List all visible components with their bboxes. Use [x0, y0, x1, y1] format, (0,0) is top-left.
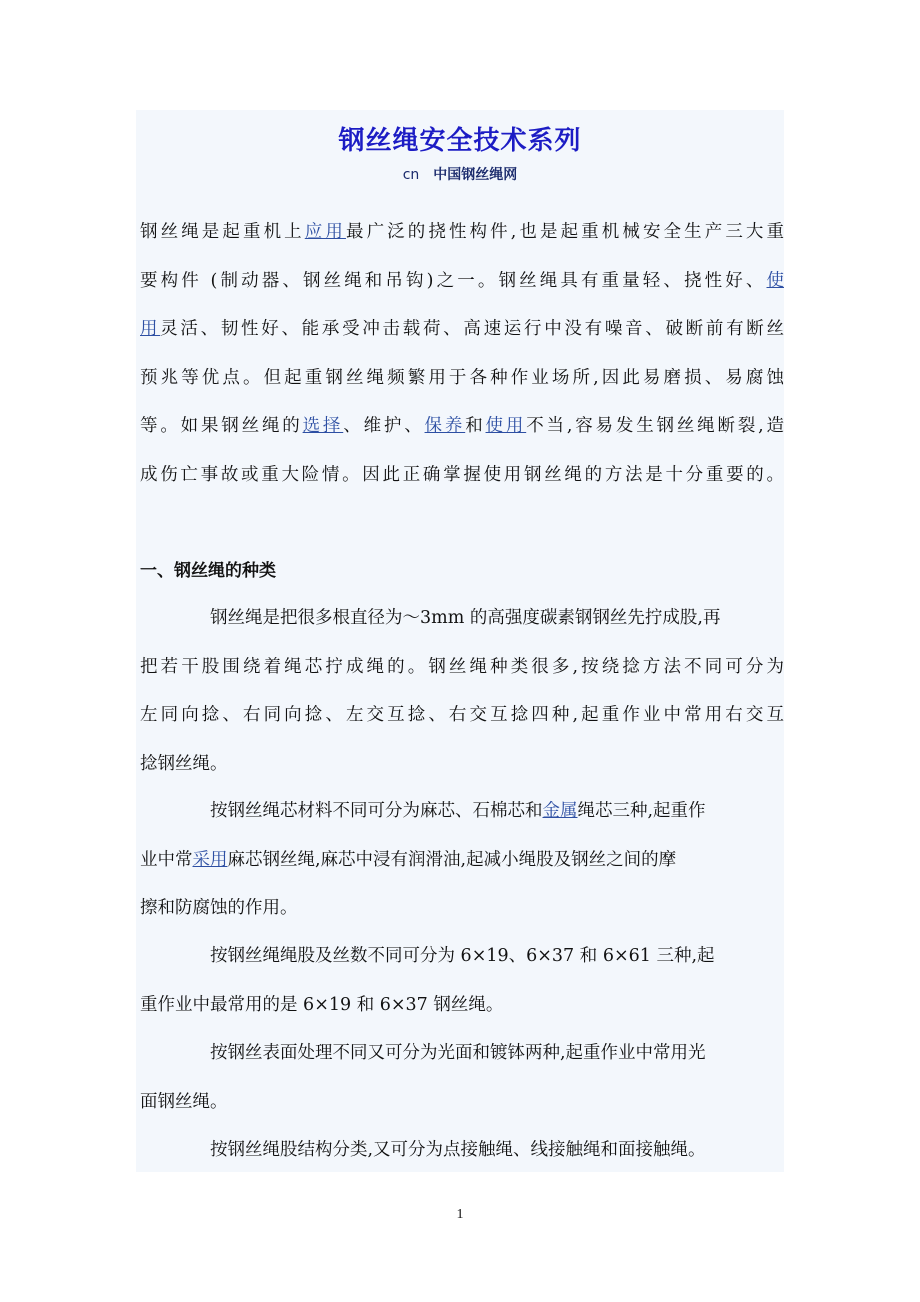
p3-line-1: 按钢丝绳绳股及丝数不同可分为 6×19、6×37 和 6×61 三种,起: [210, 946, 715, 966]
document-subtitle: [0, 164, 920, 184]
page-number: 1: [456, 1207, 464, 1222]
p3-line-2: 重作业中最常用的是 6×19 和 6×37 钢丝绳。: [140, 994, 504, 1015]
paragraph-strand-count: [140, 932, 784, 1029]
intro-line-2: 要构件 (制动器、钢丝绳和吊钩)之一。钢丝绳具有重量轻、挠性好、使: [140, 270, 784, 291]
intro-line-3: 用灵活、韧性好、能承受冲击载荷、高速运行中没有噪音、破断前有断丝: [140, 319, 785, 340]
p1-line-2: 把若干股围绕着绳芯拧成绳的。钢丝绳种类很多,按绕捻方法不同可分为: [140, 656, 784, 677]
p2-line-2: 业中常采用麻芯钢丝绳,麻芯中浸有润滑油,起减小绳股及钢丝之间的摩: [140, 849, 677, 870]
document-title: 钢丝绳安全技术系列: [338, 126, 582, 156]
p2-line-3: 擦和防腐蚀的作用。: [140, 898, 298, 919]
link-usage[interactable]: 使用: [485, 416, 527, 437]
intro-line-5: 等。如果钢丝绳的选择、维护、保养和使用不当,容易发生钢丝绳断裂,造: [140, 416, 785, 437]
paragraph-surface-treatment: [140, 1029, 784, 1126]
subtitle-site-name: 中国钢丝绳网: [433, 167, 518, 183]
p5-line-1: 按钢丝绳股结构分类,又可分为点接触绳、线接触绳和面接触绳。: [210, 1140, 706, 1160]
section-heading-types: 一、钢丝绳的种类: [140, 561, 276, 581]
paragraph-structure: [140, 594, 784, 788]
p1-line-3: 左同向捻、右同向捻、左交互捻、右交互捻四种,起重作业中常用右交互: [140, 705, 784, 726]
intro-line-1: 钢丝绳是起重机上应用最广泛的挠性构件,也是起重机械安全生产三大重: [140, 222, 785, 242]
p1-line-1: 钢丝绳是把很多根直径为～3mm 的高强度碳素钢钢丝先拧成股,再: [210, 608, 721, 628]
link-selection[interactable]: 选择: [302, 416, 344, 437]
paragraph-strand-structure: [140, 1126, 784, 1175]
link-use-part-1[interactable]: 使: [766, 270, 784, 291]
subtitle-prefix: cn: [402, 167, 420, 183]
link-maintenance[interactable]: 保养: [424, 416, 466, 437]
paragraph-core-material: [140, 787, 784, 933]
p4-line-1: 按钢丝表面处理不同又可分为光面和镀钵两种,起重作业中常用光: [210, 1043, 706, 1063]
p1-line-4: 捻钢丝绳。: [140, 753, 228, 774]
link-application[interactable]: 应用: [304, 222, 346, 242]
intro-line-6: 成伤亡事故或重大险情。因此正确掌握使用钢丝绳的方法是十分重要的。: [140, 464, 784, 485]
link-metal[interactable]: 金属: [542, 801, 578, 821]
intro-line-4: 预兆等优点。但起重钢丝绳频繁用于各种作业场所,因此易磨损、易腐蚀: [140, 367, 784, 388]
p2-line-1: 按钢丝绳芯材料不同可分为麻芯、石棉芯和金属绳芯三种,起重作: [210, 801, 706, 821]
link-adopt[interactable]: 采用: [192, 849, 228, 870]
p4-line-2: 面钢丝绳。: [140, 1091, 228, 1112]
intro-paragraph: [140, 208, 784, 500]
link-use-part-2[interactable]: 用: [140, 319, 161, 340]
